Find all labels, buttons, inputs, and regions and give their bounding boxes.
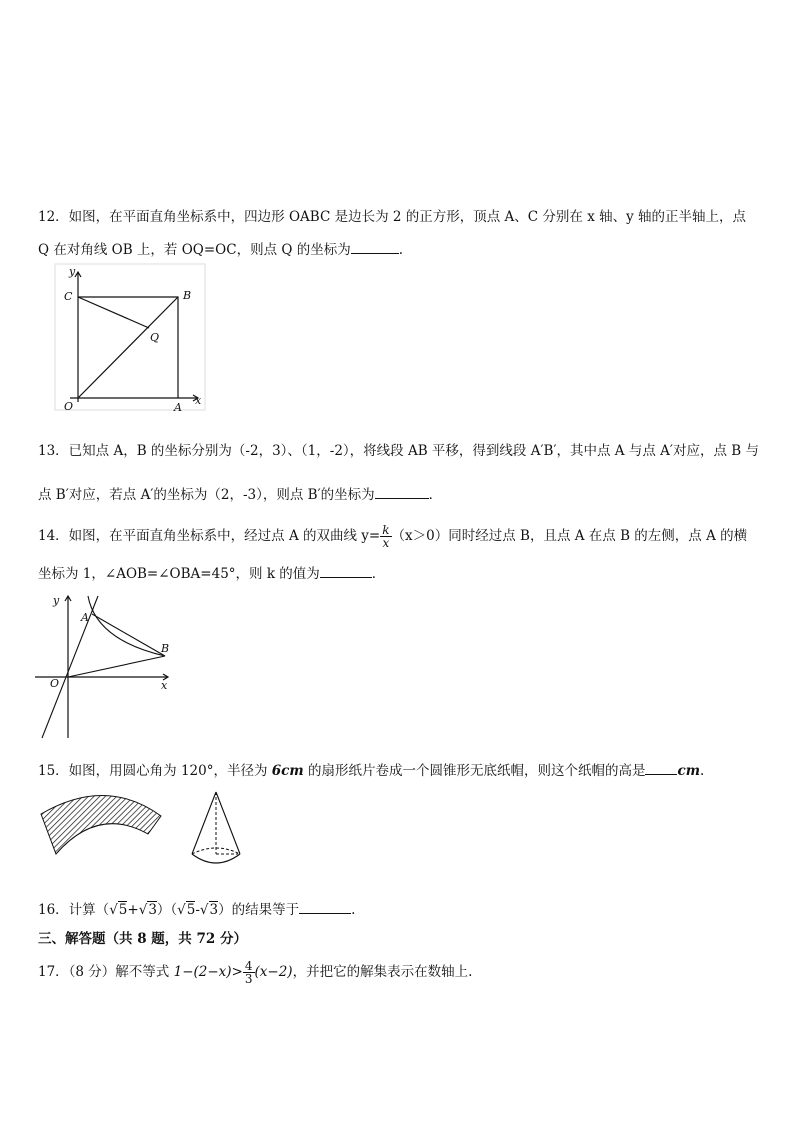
q12-square-figure — [50, 262, 210, 414]
q15-cone-figure — [186, 788, 250, 874]
q12-label-Q: Q — [150, 331, 160, 344]
q17-text-a: 17．（8 分）解不等式 — [38, 964, 174, 980]
q14-hyperbola-figure — [30, 590, 180, 740]
q12-label-x: x — [195, 394, 202, 407]
q15-answer-blank — [645, 760, 677, 775]
q14-label-A: A — [81, 611, 89, 624]
q16-root-1: 5 — [118, 902, 128, 918]
q12-label-A: A — [174, 401, 182, 414]
q14-frac-den: x — [382, 536, 390, 550]
q16-plus: + — [127, 902, 139, 918]
q17-frac-num: 4 — [244, 959, 253, 973]
q13-line-2 — [38, 484, 442, 504]
q14-label-y: y — [53, 594, 60, 607]
q12-line-2 — [38, 239, 403, 259]
q17-line — [38, 960, 472, 985]
q17-ineq-left: 1−(2−x)> — [173, 964, 243, 980]
q12-label-O: O — [64, 400, 74, 413]
q15-line — [38, 760, 704, 780]
q12-label-B: B — [183, 289, 192, 302]
q12-line-1: 12．如图，在平面直角坐标系中，四边形 OABC 是边长为 2 的正方形，顶点 A、C 分别在 x 轴、y 轴的正半轴上，点 — [38, 209, 747, 225]
q15-text-a: 15．如图，用圆心角为 120°，半径为 — [38, 763, 272, 779]
q12-line-2-text: Q 在对角线 OB 上，若 OQ=OC，则点 Q 的坐标为 — [38, 242, 351, 258]
q14-label-x: x — [161, 679, 168, 692]
q14-fraction — [380, 524, 391, 549]
q16-root-2: 3 — [148, 902, 157, 918]
q14-line-1 — [38, 524, 747, 549]
section-3-heading: 三、解答题（共 8 题，共 72 分） — [38, 931, 247, 947]
q14-answer-blank — [320, 563, 372, 578]
q16-end: . — [351, 902, 356, 918]
q15-end: . — [700, 763, 705, 779]
q16-root-4: 3 — [209, 902, 219, 918]
q15-unit: cm — [677, 763, 700, 779]
q16-text-b: ）的结果等于 — [218, 902, 300, 918]
q14-line-1-b: （x＞0）同时经过点 B，且点 A 在点 B 的左侧，点 A 的横 — [391, 528, 748, 544]
q16-root-3: 5 — [186, 902, 196, 918]
q14-line-2-text: 坐标为 1，∠AOB=∠OBA=45°，则 k 的值为 — [38, 566, 320, 582]
q12-label-C: C — [64, 290, 73, 303]
q17-ineq-right: (x−2) — [254, 964, 293, 980]
q12-answer-blank — [351, 239, 399, 254]
q13-line-2-end: ． — [428, 487, 443, 503]
q13-line-1: 13．已知点 A，B 的坐标分别为（-2，3）、（1，-2），将线段 AB 平移，得到线段 A′B′，其中点 A 与点 A′对应，点 B 与 — [38, 443, 759, 459]
q15-sector-figure — [36, 786, 166, 860]
q16-mid: ）（ — [156, 902, 178, 918]
q14-line-2-end: ． — [371, 566, 386, 582]
q13-line-2-text: 点 B′对应，若点 A′的坐标为（2，-3），则点 B′的坐标为 — [38, 487, 375, 503]
q12-line-2-end: . — [398, 242, 404, 258]
q16-text-a: 16．计算（ — [38, 902, 110, 918]
q13-answer-blank — [375, 484, 429, 499]
q15-radius: 6cm — [271, 763, 304, 779]
q16-answer-blank — [299, 899, 351, 914]
q14-label-O: O — [50, 677, 60, 690]
q16-minus: - — [195, 902, 200, 918]
q16-line: 16．计算（√5+√3）（√5-√3）的结果等于 . — [38, 899, 355, 919]
q17-fraction — [243, 960, 255, 985]
q12-label-y: y — [69, 265, 76, 278]
q15-text-b: 的扇形纸片卷成一个圆锥形无底纸帽，则这个纸帽的高是 — [303, 763, 646, 779]
q14-line-1-a: 14．如图，在平面直角坐标系中，经过点 A 的双曲线 y= — [38, 528, 381, 544]
q14-label-B: B — [161, 642, 170, 655]
q17-frac-den: 3 — [244, 972, 253, 986]
q14-frac-num: k — [382, 523, 390, 537]
q17-text-b: ，并把它的解集表示在数轴上. — [292, 964, 473, 980]
q14-line-2 — [38, 563, 385, 583]
